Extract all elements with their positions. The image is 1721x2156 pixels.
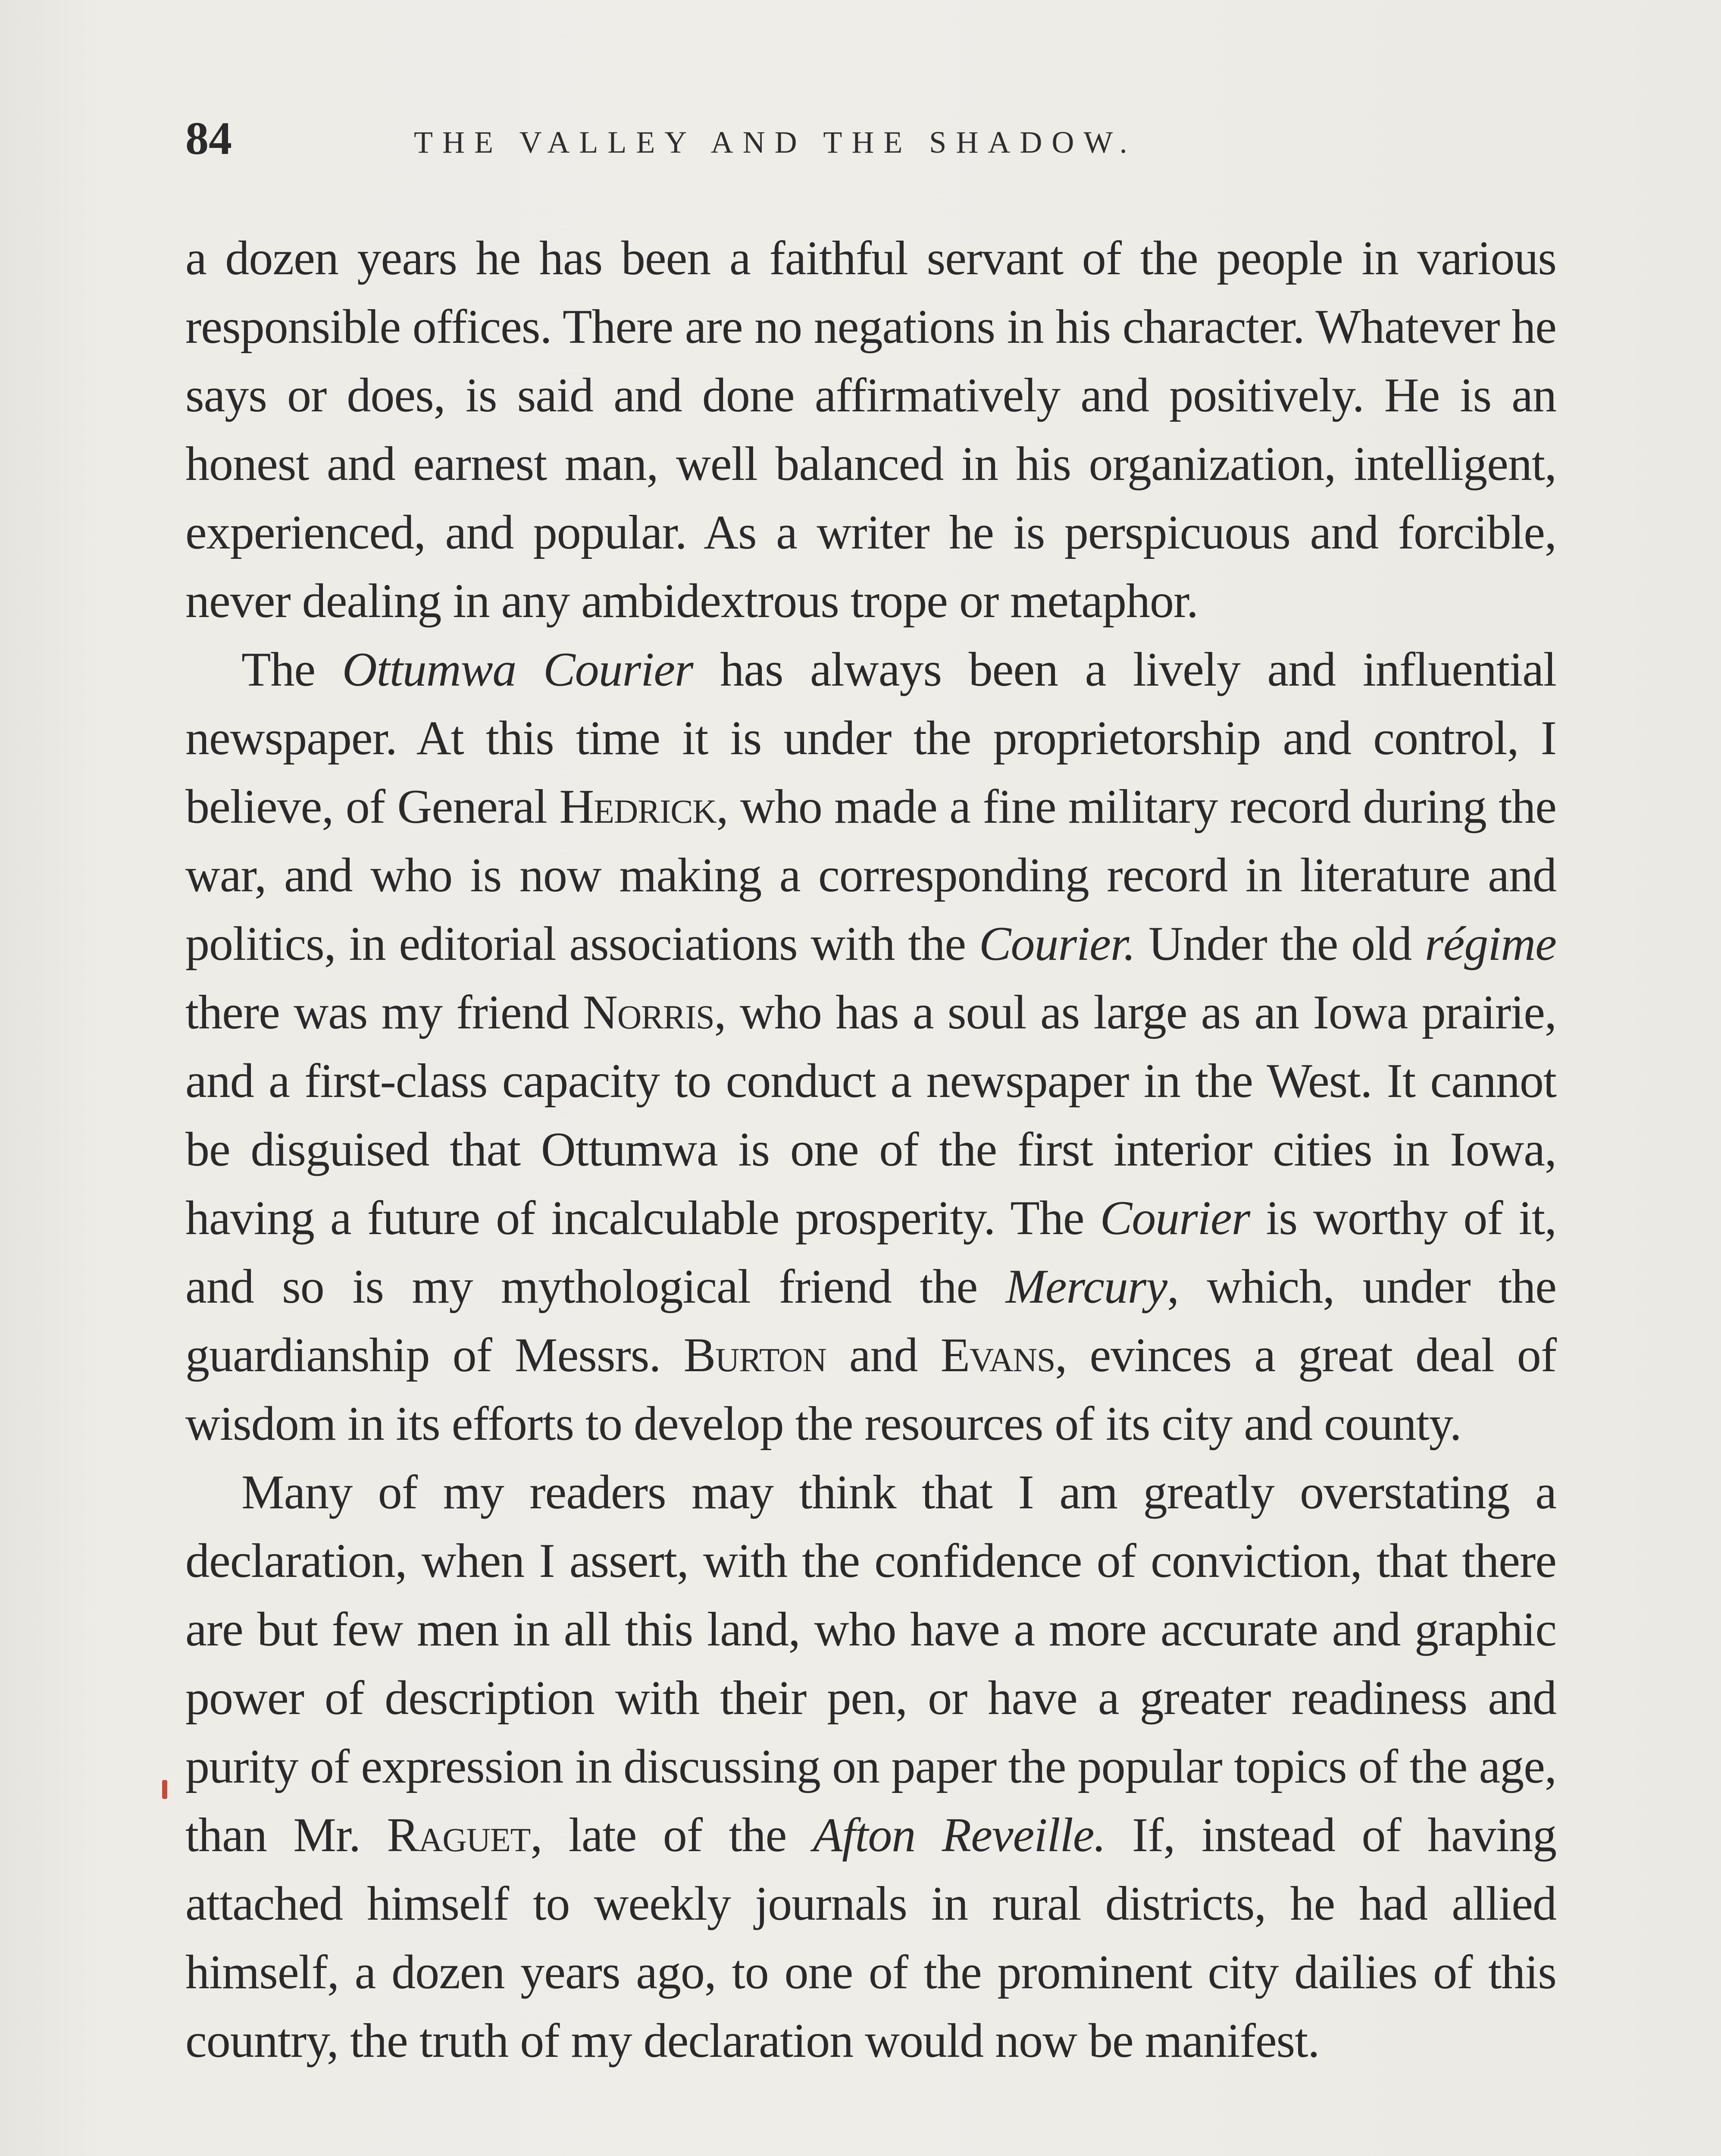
text-run: If, instead of having attached himself to weekly journals in rural districts, he had allied himself, a dozen years ago, to one of the prominent city dailies of this country, the truth of my declaration would now be manifest.	[185, 1808, 1556, 2068]
italic-text: régime	[1424, 917, 1556, 971]
small-caps-name: Burton	[683, 1329, 826, 1382]
italic-text: Mercury	[1005, 1260, 1167, 1313]
running-head	[185, 113, 1557, 165]
text-run: , which, under the guardianship of Messrs.	[185, 1260, 1557, 1382]
paragraph-1	[185, 224, 1556, 636]
text-run: Many of my readers may think that I am greatly overstating a declaration, when I assert, with the confidence of conviction, that there are but few men in all this land, who have a more accurate and graphic power of description with their pen, or have a greater readiness and purity of expression in discussing on paper the popular topics of the age, than Mr.	[185, 1466, 1556, 1862]
small-caps-name: Norris	[582, 986, 714, 1039]
margin-ink-mark	[162, 1780, 167, 1799]
paragraph-2	[185, 636, 1556, 1458]
text-run: , late of the	[530, 1808, 813, 1862]
text-run: The	[241, 643, 342, 696]
text-run: , evinces a great deal of wisdom in its efforts to develop the resources of its city and county.	[185, 1329, 1557, 1451]
text-run: has always been a lively and influential newspaper. At this time it is under the proprietorship and control, I believe, of General	[185, 643, 1557, 834]
running-title: THE VALLEY AND THE SHADOW.	[414, 125, 1137, 160]
text-run: a dozen years he has been a faithful servant of the people in various responsible offices. There are no negations in his character. Whatever he says or does, is said and done affirmatively and positively. He is an honest and earnest man, well balanced in his organization, intelligent, experienced, and popular. As a writer he is perspicuous and forcible, never dealing in any ambidextrous trope or metaphor.	[185, 232, 1556, 628]
small-caps-name: Evans	[940, 1329, 1055, 1382]
text-run: , who has a soul as large as an Iowa prairie, and a first-class capacity to conduct a newspaper in the West. It cannot be disguised that Ottumwa is one of the first interior cities in Iowa, having a future of incalculable prosperity. The	[185, 986, 1556, 1245]
paragraph-3	[185, 1458, 1556, 2075]
body-text	[185, 224, 1556, 2075]
text-run: there was my friend	[185, 986, 583, 1039]
italic-text: Ottumwa Courier	[342, 643, 693, 696]
page-number: 84	[185, 113, 232, 164]
text-run: , who made a fine military record during the war, and who is now making a corresponding record in literature and politics, in editorial associations with the	[185, 780, 1557, 971]
italic-text: Courier.	[979, 917, 1136, 971]
text-run: and	[826, 1329, 941, 1382]
text-run: Under the old	[1135, 917, 1425, 971]
small-caps-name: Raguet	[387, 1808, 531, 1862]
italic-text: Afton Reveille.	[813, 1808, 1106, 1862]
italic-text: Courier	[1100, 1191, 1250, 1245]
small-caps-name: Hedrick	[559, 780, 717, 834]
text-run: is worthy of it, and so is my mythological friend the	[185, 1191, 1557, 1313]
